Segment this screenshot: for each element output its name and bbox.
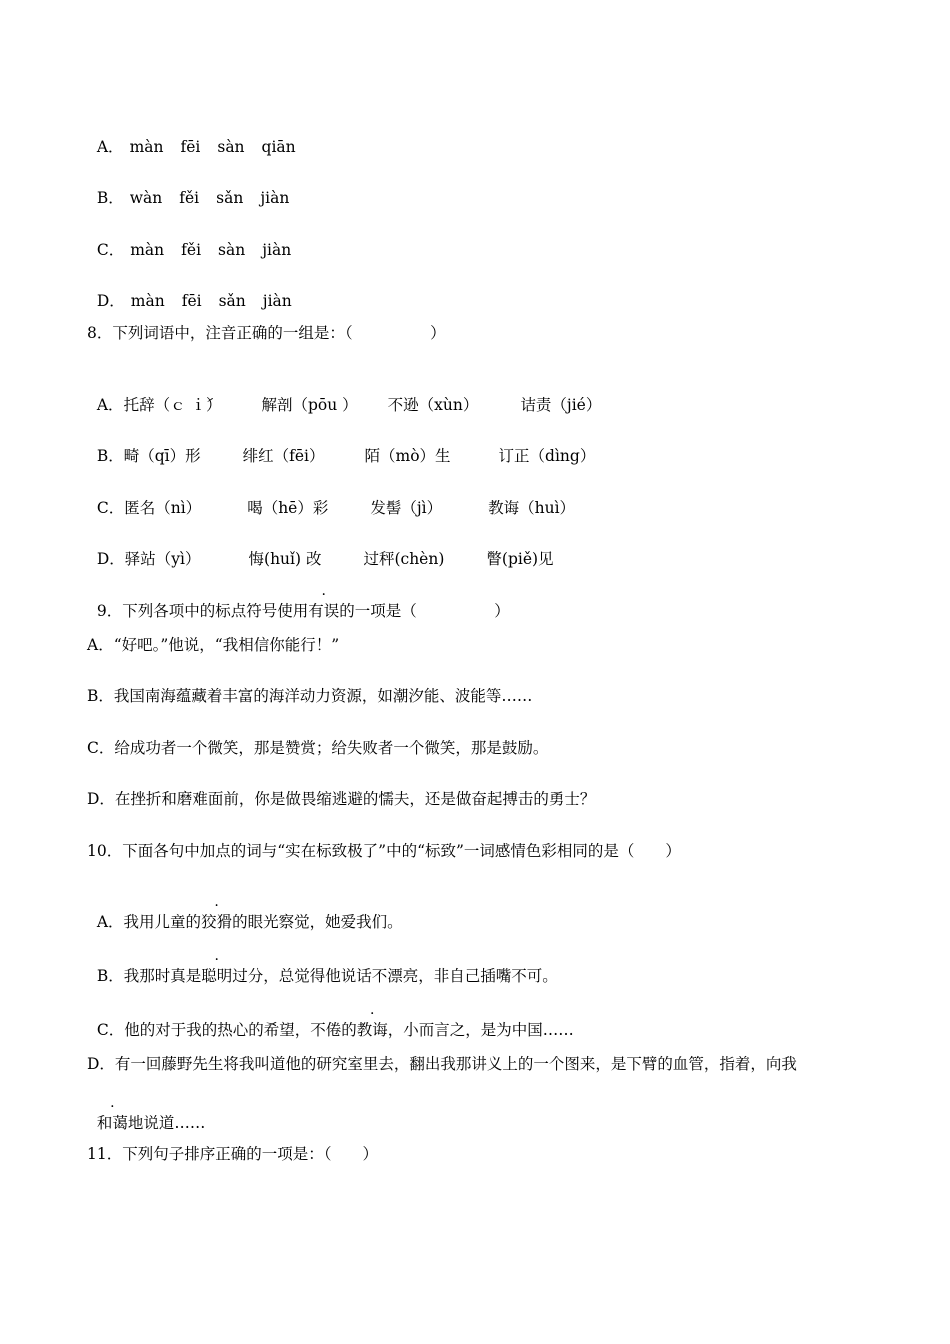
emphasis-dotted-text: 有误 <box>308 602 340 620</box>
q8-option-b <box>87 426 595 466</box>
syllable: fēi <box>181 292 202 310</box>
q10-option-b <box>87 946 558 986</box>
option-letter: B． <box>96 447 124 465</box>
syllable: fēi <box>180 138 201 156</box>
syllable: jiàn <box>260 189 290 207</box>
syllable: jiàn <box>262 292 292 310</box>
word-item: 托辞（ｃ ｉ́） <box>123 396 222 414</box>
word-item: 悔(huǐ) 改 <box>248 550 322 568</box>
q8-stem: 8．下列词语中，注音正确的一组是：（ ） <box>87 324 446 342</box>
syllable: màn <box>130 241 165 259</box>
word-item: 发髻（jì） <box>370 499 443 517</box>
option-text: A．我用儿童的 <box>96 913 202 931</box>
option-text: 过分，总觉得他说话不漂亮，非自己插嘴不可。 <box>232 967 558 985</box>
emphasis-dotted-text: 聪明 <box>201 967 233 985</box>
word-item: 解剖（pōu ） <box>261 396 358 414</box>
q10-option-c <box>87 1000 574 1040</box>
q11-stem: 11．下列句子排序正确的一项是：（ ） <box>87 1145 378 1163</box>
q8-option-c <box>87 478 575 518</box>
q7-option-d <box>87 271 292 311</box>
syllable: qiān <box>261 138 296 156</box>
word-item: 教诲（huì） <box>488 499 576 517</box>
word-item: 过秤(chèn) <box>363 550 445 568</box>
word-item: 订正（dìng） <box>498 447 596 465</box>
q10-option-d-line1: D．有一回藤野先生将我叫道他的研究室里去，翻出我那讲义上的一个图来，是下臂的血管，指着，向我 <box>87 1055 797 1073</box>
syllable: sàn <box>218 241 246 259</box>
option-text: C．他的对于我的热心的希望，不倦的 <box>96 1021 357 1039</box>
emphasis-dotted-text: 和蔼 <box>96 1114 128 1132</box>
option-letter: C． <box>96 499 125 517</box>
word-item: 不逊（xùn） <box>387 396 479 414</box>
syllable: sàn <box>217 138 245 156</box>
option-text: B．我那时真是 <box>96 967 202 985</box>
syllable: fěi <box>179 189 200 207</box>
q7-option-a <box>87 117 296 157</box>
syllable: màn <box>129 138 164 156</box>
q10-stem: 10．下面各句中加点的词与“实在标致极了”中的“标致”一词感情色彩相同的是（ ） <box>87 842 681 860</box>
syllable: sǎn <box>218 292 246 310</box>
q7-option-c <box>87 220 291 260</box>
option-letter: A． <box>96 138 124 156</box>
option-text: ，小而言之，是为中国…… <box>387 1021 574 1039</box>
q7-option-b <box>87 168 289 208</box>
syllable: fěi <box>181 241 202 259</box>
option-letter: C． <box>96 241 125 259</box>
option-letter: B． <box>96 189 124 207</box>
option-letter: D． <box>96 292 125 310</box>
word-item: 陌（mò）生 <box>364 447 451 465</box>
syllable: màn <box>130 292 165 310</box>
word-item: 瞥(piě)见 <box>486 550 554 568</box>
emphasis-dotted-text: 教诲 <box>356 1021 388 1039</box>
word-item: 绯红（fēi） <box>242 447 325 465</box>
option-letter: D． <box>96 550 125 568</box>
q9-option-a: A．“好吧。”他说，“我相信你能行！” <box>87 636 340 654</box>
q8-option-a <box>87 375 601 415</box>
syllable: wàn <box>129 189 163 207</box>
stem-text: 的一项是（ ） <box>339 602 510 620</box>
q8-option-d <box>87 529 554 569</box>
word-item: 畸（qī）形 <box>123 447 201 465</box>
q10-option-a <box>87 892 403 932</box>
emphasis-dotted-text: 狡猾 <box>201 913 233 931</box>
word-item: 诘责（jié） <box>520 396 602 414</box>
option-text: 地说道…… <box>127 1114 206 1132</box>
word-item: 匿名（nì） <box>124 499 202 517</box>
stem-text: 9．下列各项中的标点符号使用 <box>96 602 309 620</box>
q9-option-c: C．给成功者一个微笑，那是赞赏；给失败者一个微笑，那是鼓励。 <box>87 739 549 757</box>
option-letter: A． <box>96 396 124 414</box>
syllable: sǎn <box>216 189 244 207</box>
word-item: 喝（hē）彩 <box>247 499 329 517</box>
q9-option-b: B．我国南海蕴藏着丰富的海洋动力资源，如潮汐能、波能等…… <box>87 687 533 705</box>
option-text: 的眼光察觉，她爱我们。 <box>232 913 403 931</box>
q10-option-d-line2 <box>87 1093 205 1133</box>
q9-stem <box>87 581 510 621</box>
syllable: jiàn <box>262 241 292 259</box>
word-item: 驿站（yì） <box>124 550 201 568</box>
q9-option-d: D．在挫折和磨难面前，你是做畏缩逃避的懦夫，还是做奋起搏击的勇士？ <box>87 790 596 808</box>
